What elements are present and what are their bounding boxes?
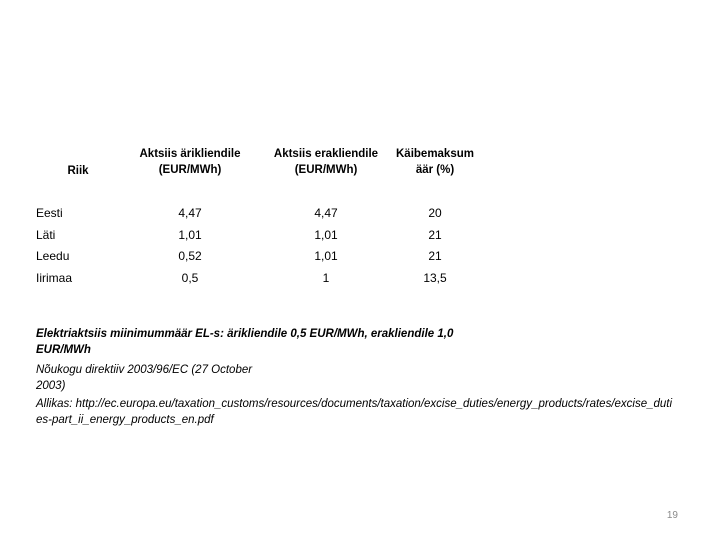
cell-vat: 20: [428, 206, 442, 220]
cell-household: 4,47: [314, 206, 338, 220]
cell-country: Läti: [36, 227, 56, 242]
header-country: Riik: [67, 165, 89, 177]
cell-business: 0,5: [181, 270, 199, 285]
cell-household: 1,01: [314, 249, 338, 263]
footnotes: [36, 326, 686, 428]
table-header: [36, 146, 496, 182]
header-business-excise: Aktsiis ärikliendile (EUR/MWh): [139, 148, 241, 176]
table-row: [36, 204, 496, 226]
cell-household: 1: [322, 270, 330, 285]
directive-note: Nõukogu direktiiv 2003/96/EC (27 October 2003): [36, 364, 253, 392]
page-number: 19: [666, 510, 678, 521]
header-household-excise: Aktsiis erakliendile (EUR/MWh): [273, 148, 379, 176]
cell-country: Iirimaa: [36, 270, 73, 285]
table-row: [36, 226, 496, 248]
cell-country: Leedu: [36, 249, 70, 263]
cell-business: 4,47: [178, 206, 202, 220]
minimum-rate-note: Elektriaktsiis miinimummäär EL-s: ärikliendile 0,5 EUR/MWh, erakliendile 1,0 EUR/MWh: [36, 328, 454, 356]
cell-household: 1,01: [314, 227, 338, 242]
cell-vat: 21: [428, 249, 442, 263]
source-note: Allikas: http://ec.europa.eu/taxation_customs/resources/documents/taxation/excise_duties/energy_products/rates/excise_duties-part_ii_energy_products_en.pdf: [36, 398, 673, 426]
table-body: [36, 204, 496, 290]
table-row: [36, 269, 496, 291]
header-vat-rate: Käibemaksum äär (%): [396, 148, 474, 176]
cell-business: 1,01: [178, 227, 202, 242]
cell-business: 0,52: [178, 249, 202, 263]
cell-vat: 21: [428, 227, 442, 242]
cell-country: Eesti: [36, 206, 63, 220]
cell-vat: 13,5: [423, 270, 447, 285]
table-row: [36, 247, 496, 269]
